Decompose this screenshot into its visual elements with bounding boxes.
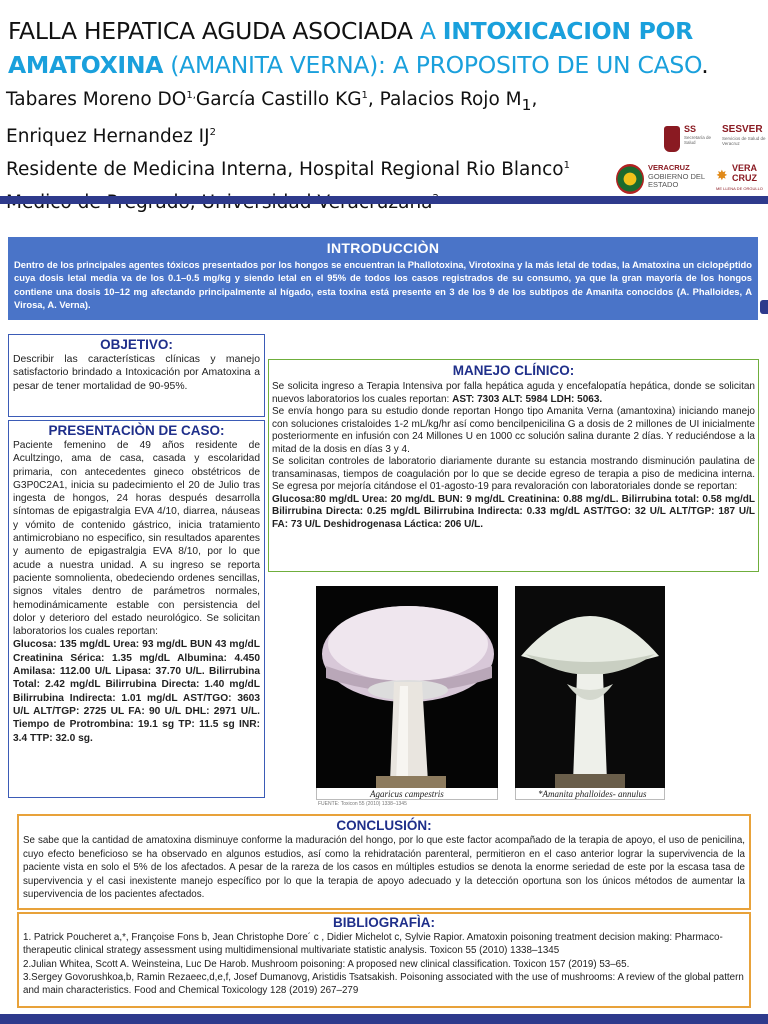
reference-item: 3.Sergey Govorushkoa,b, Ramin Rezaeec,d,e,f, Josef Dumanovg, Aristidis Tsatsakish. Poisoning associated with the use of mushrooms: A review of the global pattern and main characteristics. Food and Chemical Toxicology 128 (2019) 267–279	[23, 971, 744, 997]
footer-bar	[0, 1014, 768, 1024]
manejo-labs: Glucosa:80 mg/dL Urea: 20 mg/dL BUN: 9 mg/dL Creatinina: 0.88 mg/dL. Bilirrubina total: 0.58 mg/dL Bilirrubina Directa: 0.25 mg/dL Bilirrubina Indirecta: 0.33 mg/dL AST/TGO: 32 U/L ALT/TGP: 187 U/L FA: 73 U/L Deshidrogenasa Láctica: 206 U/L.	[272, 493, 755, 530]
ss-logo: SS	[684, 124, 697, 134]
presentacion-body: Paciente femenino de 49 años residente de Acultzingo, ama de casa, casada y escolaridad primaria, con antecedentes gineco obstétricos de G3P0C2A1, inicia su padecimiento el 20 de Julio tras ingesta de hongos, 24 horas después desarrolla síntomas de epigastralgia EVA 4/10, diarrea, náuseas y vómito de contenido gástrico, inicia tratamiento antimicrobiano no especifico, sin resultados aparentes y aumento de epigastralgia EVA 8/10, por lo que acude a nuestra unidad. A su ingreso se reporta paciente somnolienta, obedeciendo ordenes sencillas, signos vitales dentro de parámetros normales, hemodinámicamente estable con persistencia del dolor y deterioro del estado neurológico. Se solicitan laboratorios los cuales reportan:	[13, 440, 260, 638]
veracruz-logo: VERACRUZ	[648, 163, 690, 172]
presentacion-heading: PRESENTACIÒN DE CASO:	[48, 423, 225, 438]
conclusion-section	[17, 814, 751, 910]
mushroom-agaricus-image	[316, 586, 498, 788]
reference-item: 1. Patrick Poucheret a,*, Françoise Fons b, Jean Christophe Dore´ c , Didier Michelot c, Sylvie Rapior. Amatoxin poisoning treatment decision making: Pharmaco-therapeutic clinical strategy assessment using multidimensional multivariate statistic analysis. Toxicon 55 (2010) 1338–1345	[23, 932, 723, 957]
bibliografia-heading: BIBLIOGRAFÌA:	[333, 915, 435, 930]
manejo-paragraph-2: Se envía hongo para su estudio donde reportan Hongo tipo Amanita Verna (amantoxina) iniciando manejo con soluciones cristaloides 1-2 mL/kg/hr así como bencilpenicilina G a dosis de 2 millones de UI inicialmente posteriormente en infusión con 24 Millones U en 1000 cc solución salina durante 2 días. Y reduciéndose a la mitad de la dosis en días 3 y 4.	[272, 406, 755, 455]
ss-emblem-icon	[664, 126, 680, 152]
poster-title: FALLA HEPATICA AGUDA ASOCIADA A INTOXICACION POR AMATOXINA (AMANITA VERNA): A PROPOSITO DE UN CASO.	[8, 17, 709, 79]
ss-logo-subtitle: Secretaría de Salud	[684, 135, 712, 145]
decorative-tab	[760, 300, 768, 314]
reference-list	[23, 931, 745, 997]
manejo-paragraph-3: Se solicitan controles de laboratorio diariamente durante su estancia mostrando disminución paulatina de transaminasas, tiempos de coagulación por lo que se decide egreso de terapia a piso de medicina interna. Se egresa por mejoría citándose el 01-agosto-19 para revaloración con laboratoriales donde se reportan:	[272, 456, 755, 492]
objetivo-section	[8, 334, 265, 417]
mushroom-amanita-image	[515, 586, 665, 788]
affiliation-1: Residente de Medicina Interna, Hospital Regional Rio Blanco$^1$	[6, 159, 570, 181]
manejo-paragraph-1: Se solicita ingreso a Terapia Intensiva por falla hepática aguda y encefalopatía hepática, donde se solicitan nuevos laboratorios los cuales reportan: AST: 7303 ALT: 5984 LDH: 5063.	[272, 381, 755, 405]
conclusion-body: Se sabe que la cantidad de amatoxina disminuye conforme la maduración del hongo, por lo que este factor acompañado de la terapia de apoyo, el uso de penicilina, cuyo efecto beneficioso se ha observado en algunos estudios, así como la rehidratación parenteral, permitieron en el caso anterior lograr la supervivencia de la paciente vista en solo el 5% de los afectados. A pesar de la rareza de los casos en múltiples estudios se denota la enorme seriedad de este por la escasa tasa de supervivencia y el casi inexistente manejo específico por lo que la terapia de apoyo adecuado y la detección oportuna son los únicos métodos de aumentar la supervivencia de los pacientes afectados.	[23, 835, 745, 901]
veracruz-emblem-icon	[616, 164, 644, 194]
manejo-section	[268, 359, 759, 572]
intro-section	[8, 237, 758, 320]
presentacion-labs: Glucosa: 135 mg/dL Urea: 93 mg/dL BUN 43 mg/dL Creatinina Sérica: 1.35 mg/dL Albumina: 4.450 Amilasa: 112.00 U/L Lipasa: 37.70 U/L. Bilirrubina Total: 2.42 mg/dL Bilirrubina Directa: 1.40 mg/dL Bilirrubina Indirecta: 1.01 mg/dL AST/TGO: 3603 U/L ALT/TGP: 2725 UL FA: 90 U/L DHL: 2971 U/L. Tiempo de Protrombina: 19.1 sg TP: 11.5 sg INR: 3.4 TTP: 32.0 sg.	[13, 639, 260, 744]
objetivo-body: Describir las características clínicas y manejo satisfactorio brindado a Intoxicación por Amatoxina a pesar de tener mortalidad de 90-95%.	[13, 354, 260, 392]
presentacion-section	[8, 420, 265, 798]
sesver-logo-subtitle: Servicios de Salud de Veracruz	[722, 136, 766, 146]
sesver-logo: SESVER	[722, 124, 763, 135]
star-icon: ✸	[716, 167, 728, 183]
reference-item: 2.Julian Whitea, Scott A. Weinsteina, Luc De Harob. Mushroom poisoning: A proposed new clinical classification. Toxicon 157 (2019) 53–65.	[23, 958, 630, 970]
figure-caption-1: Agaricus campestris	[370, 789, 444, 799]
figure-caption-2: *Amanita phalloides- annulus	[538, 789, 647, 799]
figure-source: FUENTE: Toxicon 55 (2010) 1338–1345	[318, 801, 407, 807]
manejo-heading: MANEJO CLÍNICO:	[452, 363, 575, 378]
conclusion-heading: CONCLUSIÓN:	[336, 818, 432, 833]
intro-body: Dentro de los principales agentes tóxicos presentados por los hongos se encuentran la Phallotoxina, Virotoxina y la más letal de todas, la Amatoxina un ciclopéptido cuya dosis letal media va de los 0.1–0.5 mg/kg y siendo letal en el 95% de todos los casos registrados de su consumo, ya que la gran mayoría de los hongos contiene una dosis 10–12 mg afectando principalmente al hígado, esta toxina está presente en 3 de los 9 de los subtipos de Amanita conocidos (A. Phalloides, A Virosa, A. Verna).	[14, 259, 752, 310]
intro-heading: INTRODUCCIÒN	[326, 240, 440, 256]
objetivo-heading: OBJETIVO:	[100, 337, 173, 352]
header-divider	[0, 196, 768, 204]
bibliografia-section	[17, 912, 751, 1008]
authors-line: Tabares Moreno $DO^{1,}García$ Castillo $KG^1$, Palacios Rojo $M_1$, Enriquez Hernandez $IJ^2$	[6, 89, 538, 148]
gobierno-logo: GOBIERNO DEL ESTADO	[648, 172, 705, 189]
logos-area	[612, 120, 768, 200]
veracruz-orgullo-logo: ✸ VERA CRUZ ME LLENA DE ORGULLO	[716, 163, 763, 191]
